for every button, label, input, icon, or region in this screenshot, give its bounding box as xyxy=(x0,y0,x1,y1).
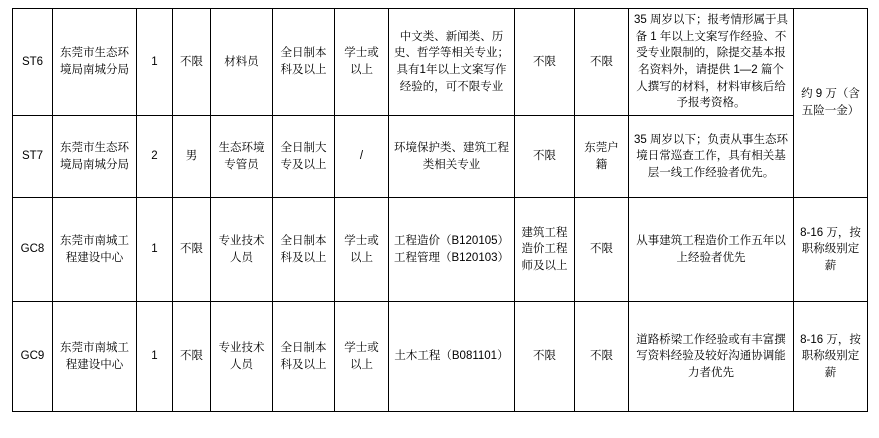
cell-other-requirements: 35 周岁以下；报考情形属于具备 1 年以上文案写作经验、不受专业限制的，除提交基本报名资料外，请提供 1—2 篇个人撰写的材料，材料审核后给予报考资格。 xyxy=(629,9,794,116)
cell-post: 专业技术人员 xyxy=(211,198,273,302)
cell-title: 不限 xyxy=(515,302,575,412)
cell-gender: 不限 xyxy=(173,9,211,116)
cell-title: 建筑工程造价工程师及以上 xyxy=(515,198,575,302)
cell-major: 工程造价（B120105）工程管理（B120103） xyxy=(389,198,515,302)
cell-major: 中文类、新闻类、历史、哲学等相关专业；具有1年以上文案写作经验的，可不限专业 xyxy=(389,9,515,116)
cell-household: 东莞户籍 xyxy=(575,116,629,198)
cell-major: 环境保护类、建筑工程类相关专业 xyxy=(389,116,515,198)
cell-title: 不限 xyxy=(515,9,575,116)
cell-headcount: 1 xyxy=(137,9,173,116)
table-row xyxy=(13,302,868,412)
cell-salary: 8-16 万，按职称级别定薪 xyxy=(794,198,868,302)
cell-code: ST7 xyxy=(13,116,53,198)
recruitment-table xyxy=(12,8,868,412)
document-page xyxy=(0,8,879,438)
cell-headcount: 1 xyxy=(137,302,173,412)
cell-headcount: 2 xyxy=(137,116,173,198)
cell-other-requirements: 从事建筑工程造价工作五年以上经验者优先 xyxy=(629,198,794,302)
cell-degree: 学士或以上 xyxy=(335,9,389,116)
cell-degree: / xyxy=(335,116,389,198)
cell-household: 不限 xyxy=(575,9,629,116)
cell-other-requirements: 35 周岁以下；负责从事生态环境日常巡查工作，具有相关基层一线工作经验者优先。 xyxy=(629,116,794,198)
cell-post: 材料员 xyxy=(211,9,273,116)
cell-education: 全日制本科及以上 xyxy=(273,302,335,412)
cell-household: 不限 xyxy=(575,198,629,302)
cell-education: 全日制本科及以上 xyxy=(273,9,335,116)
cell-title: 不限 xyxy=(515,116,575,198)
cell-major: 土木工程（B081101） xyxy=(389,302,515,412)
cell-code: GC9 xyxy=(13,302,53,412)
cell-organization: 东莞市南城工程建设中心 xyxy=(53,198,137,302)
cell-gender: 不限 xyxy=(173,198,211,302)
cell-household: 不限 xyxy=(575,302,629,412)
cell-code: GC8 xyxy=(13,198,53,302)
table-row xyxy=(13,198,868,302)
cell-salary: 约 9 万（含五险一金） xyxy=(794,9,868,198)
cell-organization: 东莞市南城工程建设中心 xyxy=(53,302,137,412)
cell-post: 生态环境专管员 xyxy=(211,116,273,198)
cell-headcount: 1 xyxy=(137,198,173,302)
cell-organization: 东莞市生态环境局南城分局 xyxy=(53,9,137,116)
cell-education: 全日制本科及以上 xyxy=(273,198,335,302)
table-row xyxy=(13,9,868,116)
cell-salary: 8-16 万，按职称级别定薪 xyxy=(794,302,868,412)
cell-degree: 学士或以上 xyxy=(335,198,389,302)
cell-organization: 东莞市生态环境局南城分局 xyxy=(53,116,137,198)
cell-education: 全日制大专及以上 xyxy=(273,116,335,198)
cell-gender: 不限 xyxy=(173,302,211,412)
cell-code: ST6 xyxy=(13,9,53,116)
cell-other-requirements: 道路桥梁工作经验或有丰富撰写资料经验及较好沟通协调能力者优先 xyxy=(629,302,794,412)
cell-post: 专业技术人员 xyxy=(211,302,273,412)
table-row xyxy=(13,116,868,198)
cell-degree: 学士或以上 xyxy=(335,302,389,412)
cell-gender: 男 xyxy=(173,116,211,198)
